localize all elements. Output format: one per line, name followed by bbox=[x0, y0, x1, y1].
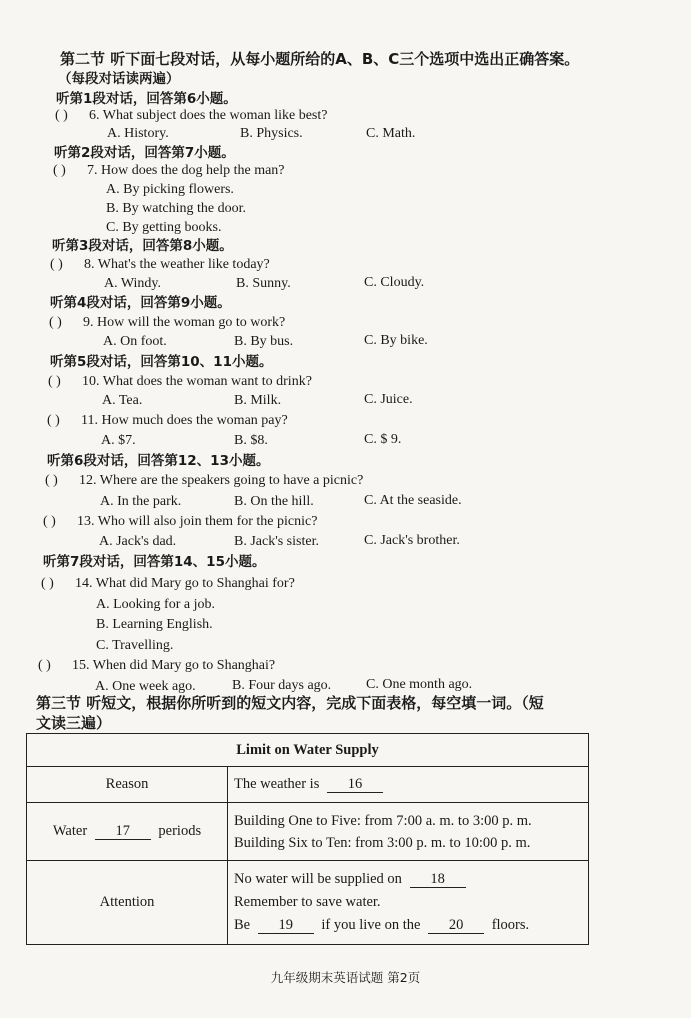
option-b: B. Four days ago. bbox=[232, 678, 332, 693]
question-text: 9. How will the woman go to work? bbox=[83, 315, 286, 330]
option-b: B. Physics. bbox=[240, 126, 303, 141]
question-15 bbox=[38, 657, 275, 675]
option-a: A. Looking for a job. bbox=[96, 597, 215, 612]
question-14 bbox=[41, 575, 295, 593]
group-heading: 听第1段对话，回答第6小题。 bbox=[56, 91, 237, 107]
question-text: 11. How much does the woman pay? bbox=[81, 413, 288, 428]
option-c: C. $ 9. bbox=[364, 432, 402, 447]
option-c: C. By bike. bbox=[364, 333, 428, 348]
group-heading: 听第2段对话，回答第7小题。 bbox=[54, 145, 235, 161]
blank-20[interactable]: 20 bbox=[428, 917, 484, 934]
section2-title: 第二节 听下面七段对话，从每小题所给的A、B、C三个选项中选出正确答案。 bbox=[60, 50, 580, 68]
answer-paren[interactable]: ( ) bbox=[38, 658, 51, 673]
option-c: C. One month ago. bbox=[366, 677, 473, 692]
option-a: A. $7. bbox=[101, 433, 136, 448]
question-7 bbox=[53, 162, 285, 180]
schedule-cell bbox=[228, 803, 589, 861]
option-a: A. One week ago. bbox=[95, 679, 196, 694]
question-text: 12. Where are the speakers going to have a picnic? bbox=[79, 473, 364, 488]
attention-text: if you live on the bbox=[321, 917, 421, 933]
option-c: C. Travelling. bbox=[96, 638, 174, 653]
blank-19[interactable]: 19 bbox=[258, 917, 314, 934]
option-a: A. History. bbox=[107, 126, 169, 141]
blank-18[interactable]: 18 bbox=[410, 871, 466, 888]
periods-label: periods bbox=[158, 823, 202, 839]
attention-line-1 bbox=[234, 868, 582, 891]
section3-title: 第三节 听短文，根据你所听到的短文内容，完成下面表格，每空填一词。（短 bbox=[36, 694, 544, 712]
option-a: A. Jack's dad. bbox=[99, 534, 177, 549]
attention-text: No water will be supplied on bbox=[234, 871, 402, 887]
question-text: 13. Who will also join them for the picnic? bbox=[77, 514, 318, 529]
water-supply-table bbox=[26, 733, 589, 945]
question-text: 14. What did Mary go to Shanghai for? bbox=[75, 576, 295, 591]
option-a: A. In the park. bbox=[100, 494, 182, 509]
answer-paren[interactable]: ( ) bbox=[43, 514, 56, 529]
option-b: B. Jack's sister. bbox=[234, 534, 319, 549]
option-b: B. $8. bbox=[234, 433, 268, 448]
question-text: 7. How does the dog help the man? bbox=[87, 163, 285, 178]
section3-title-cont: 文读三遍） bbox=[36, 714, 112, 732]
option-b: B. Learning English. bbox=[96, 617, 213, 632]
table-heading: Limit on Water Supply bbox=[27, 734, 589, 767]
blank-16[interactable]: 16 bbox=[327, 776, 383, 793]
schedule-building-2: Building Six to Ten: from 3:00 p. m. to 10:00 p. m. bbox=[234, 834, 531, 851]
question-text: 10. What does the woman want to drink? bbox=[82, 374, 312, 389]
reason-text: The weather is bbox=[234, 776, 320, 792]
water-periods-cell bbox=[27, 803, 228, 861]
option-b: B. Sunny. bbox=[236, 276, 291, 291]
option-c: C. Juice. bbox=[364, 392, 413, 407]
option-a: A. On foot. bbox=[103, 334, 167, 349]
option-c: C. At the seaside. bbox=[364, 493, 462, 508]
schedule-building-1: Building One to Five: from 7:00 a. m. to 3:00 p. m. bbox=[234, 812, 532, 829]
attention-line-2: Remember to save water. bbox=[234, 894, 381, 910]
question-text: 6. What subject does the woman like best? bbox=[89, 108, 328, 123]
reason-label: Reason bbox=[27, 767, 228, 803]
attention-text: Be bbox=[234, 917, 251, 933]
page-footer: 九年级期末英语试题 第2页 bbox=[270, 970, 421, 985]
option-b: B. By bus. bbox=[234, 334, 294, 349]
question-11 bbox=[47, 412, 288, 430]
option-b: B. By watching the door. bbox=[106, 201, 246, 216]
option-c: C. Cloudy. bbox=[364, 275, 425, 290]
answer-paren[interactable]: ( ) bbox=[47, 413, 60, 428]
answer-paren[interactable]: ( ) bbox=[50, 257, 63, 272]
question-10 bbox=[48, 373, 312, 391]
option-b: B. Milk. bbox=[234, 393, 282, 408]
group-heading: 听第6段对话，回答第12、13小题。 bbox=[47, 453, 270, 469]
option-c: C. Jack's brother. bbox=[364, 533, 460, 548]
question-text: 15. When did Mary go to Shanghai? bbox=[72, 658, 276, 673]
attention-cell bbox=[228, 861, 589, 945]
water-label: Water bbox=[52, 823, 88, 839]
group-heading: 听第5段对话，回答第10、11小题。 bbox=[50, 354, 273, 370]
attention-text: floors. bbox=[491, 917, 530, 933]
option-a: A. Tea. bbox=[102, 393, 143, 408]
reason-cell bbox=[228, 767, 589, 803]
answer-paren[interactable]: ( ) bbox=[53, 163, 66, 178]
option-b: B. On the hill. bbox=[234, 494, 314, 509]
question-12 bbox=[45, 472, 363, 490]
option-c: C. Math. bbox=[366, 126, 416, 141]
blank-17[interactable]: 17 bbox=[95, 823, 151, 840]
option-a: A. Windy. bbox=[104, 276, 161, 291]
answer-paren[interactable]: ( ) bbox=[49, 315, 62, 330]
answer-paren[interactable]: ( ) bbox=[41, 576, 54, 591]
question-8 bbox=[50, 256, 270, 274]
group-heading: 听第4段对话，回答第9小题。 bbox=[50, 295, 231, 311]
group-heading: 听第3段对话，回答第8小题。 bbox=[52, 238, 233, 254]
attention-line-3 bbox=[234, 914, 582, 937]
question-13 bbox=[43, 513, 317, 531]
question-text: 8. What's the weather like today? bbox=[84, 257, 270, 272]
answer-paren[interactable]: ( ) bbox=[55, 108, 68, 123]
option-a: A. By picking flowers. bbox=[106, 182, 234, 197]
attention-label: Attention bbox=[27, 861, 228, 945]
group-heading: 听第7段对话，回答第14、15小题。 bbox=[43, 554, 266, 570]
question-9 bbox=[49, 314, 285, 332]
answer-paren[interactable]: ( ) bbox=[45, 473, 58, 488]
section2-note: （每段对话读两遍） bbox=[58, 71, 180, 87]
option-c: C. By getting books. bbox=[106, 220, 222, 235]
answer-paren[interactable]: ( ) bbox=[48, 374, 61, 389]
question-6 bbox=[55, 107, 327, 125]
